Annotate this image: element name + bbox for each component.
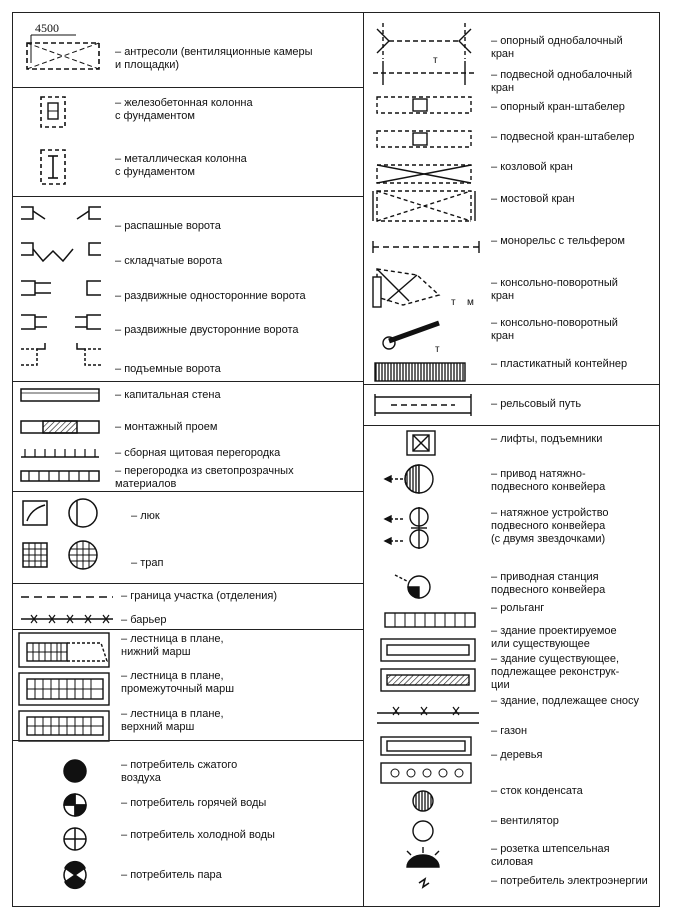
consumer-label-air: – потребитель сжатого воздуха	[121, 759, 237, 785]
crane-mark-m: м	[467, 297, 474, 308]
conveyor-label-9: – газон	[491, 725, 527, 738]
conveyor-label-10: – деревья	[491, 749, 543, 762]
boundary-label: – граница участка (отделения)	[121, 590, 277, 603]
conveyor-symbols	[367, 427, 487, 897]
stairs-symbols	[17, 631, 117, 743]
conveyor-label-4: – приводная станция подвесного конвейера	[491, 571, 605, 597]
consumer-label-steam: – потребитель пара	[121, 869, 222, 882]
gate-label-swing: – распашные ворота	[115, 220, 221, 233]
consumer-label-hot-water: – потребитель горячей воды	[121, 797, 266, 810]
wall-label-transparent: – перегородка из светопрозрачных материалов	[115, 465, 294, 491]
crane-label-9: – консольно-поворотный кран	[491, 317, 618, 343]
rail-label: – рельсовый путь	[491, 398, 581, 411]
conveyor-label-5: – рольганг	[491, 602, 544, 615]
crane-mark-t3: т	[435, 344, 440, 355]
boundary-symbols	[17, 589, 117, 625]
stairs-label-middle: – лестница в плане, промежуточный марш	[121, 670, 234, 696]
gates-symbols	[17, 201, 107, 376]
wall-label-opening: – монтажный проем	[115, 421, 217, 434]
gate-label-folding: – складчатые ворота	[115, 255, 222, 268]
drain-label: – трап	[131, 557, 163, 570]
conveyor-label-8: – здание, подлежащее сносу	[491, 695, 639, 708]
conveyor-label-12: – вентилятор	[491, 815, 559, 828]
conveyor-label-13: – розетка штепсельная силовая	[491, 843, 610, 869]
concrete-column-label: – железобетонная колонна с фундаментом	[115, 97, 253, 123]
conveyor-label-1: – лифты, подъемники	[491, 433, 602, 446]
crane-label-8: – консольно-поворотный кран	[491, 277, 618, 303]
crane-label-10: – пластикатный контейнер	[491, 358, 627, 371]
stairs-label-upper: – лестница в плане, верхний марш	[121, 708, 224, 734]
legend-table	[12, 12, 660, 907]
crane-label-4: – подвесной кран-штабелер	[491, 131, 634, 144]
crane-label-6: – мостовой кран	[491, 193, 575, 206]
gate-label-sliding-double: – раздвижные двусторонние ворота	[115, 324, 299, 337]
conveyor-label-7: – здание существующее, подлежащее реконструк- ции	[491, 653, 619, 692]
crane-label-5: – козловой кран	[491, 161, 573, 174]
stairs-label-lower: – лестница в плане, нижний марш	[121, 633, 224, 659]
concrete-column-symbol	[39, 93, 69, 131]
gate-label-sliding-one: – раздвижные односторонние ворота	[115, 290, 306, 303]
barrier-label: – барьер	[121, 614, 166, 627]
consumer-symbols	[61, 757, 91, 897]
hatch-drain-symbols	[17, 495, 117, 585]
crane-symbols	[369, 19, 489, 384]
metal-column-label: – металлическая колонна с фундаментом	[115, 153, 247, 179]
wall-label-panel: – сборная щитовая перегородка	[115, 447, 280, 460]
left-column	[13, 13, 364, 906]
right-column	[363, 13, 659, 906]
rail-symbol	[371, 391, 491, 421]
wall-label-capital: – капитальная стена	[115, 389, 221, 402]
crane-label-7: – монорельс с тельфером	[491, 235, 625, 248]
consumer-label-cold-water: – потребитель холодной воды	[121, 829, 275, 842]
metal-column-symbol	[39, 148, 69, 188]
antresoli-symbol	[21, 33, 105, 77]
crane-label-2: – подвесной однобалочный кран	[491, 69, 632, 95]
conveyor-label-6: – здание проектируемое или существующее	[491, 625, 617, 651]
crane-label-3: – опорный кран-штабелер	[491, 101, 625, 114]
gate-label-lifting: – подъемные ворота	[115, 363, 221, 376]
hatch-label: – люк	[131, 510, 160, 523]
walls-symbols	[17, 385, 107, 485]
antresoli-dimension: 4500	[35, 21, 59, 35]
conveyor-label-2: – привод натяжно- подвесного конвейера	[491, 468, 605, 494]
conveyor-label-14: – потребитель электроэнергии	[491, 875, 648, 888]
conveyor-label-11: – сток конденсата	[491, 785, 583, 798]
crane-mark-t1: т	[433, 55, 438, 66]
antresoli-label: – антресоли (вентиляционные камеры и площадки)	[115, 46, 313, 72]
conveyor-label-3: – натяжное устройство подвесного конвейера (с двумя звездочками)	[491, 507, 609, 546]
crane-label-1: – опорный однобалочный кран	[491, 35, 623, 61]
crane-mark-t2: т	[451, 297, 456, 308]
